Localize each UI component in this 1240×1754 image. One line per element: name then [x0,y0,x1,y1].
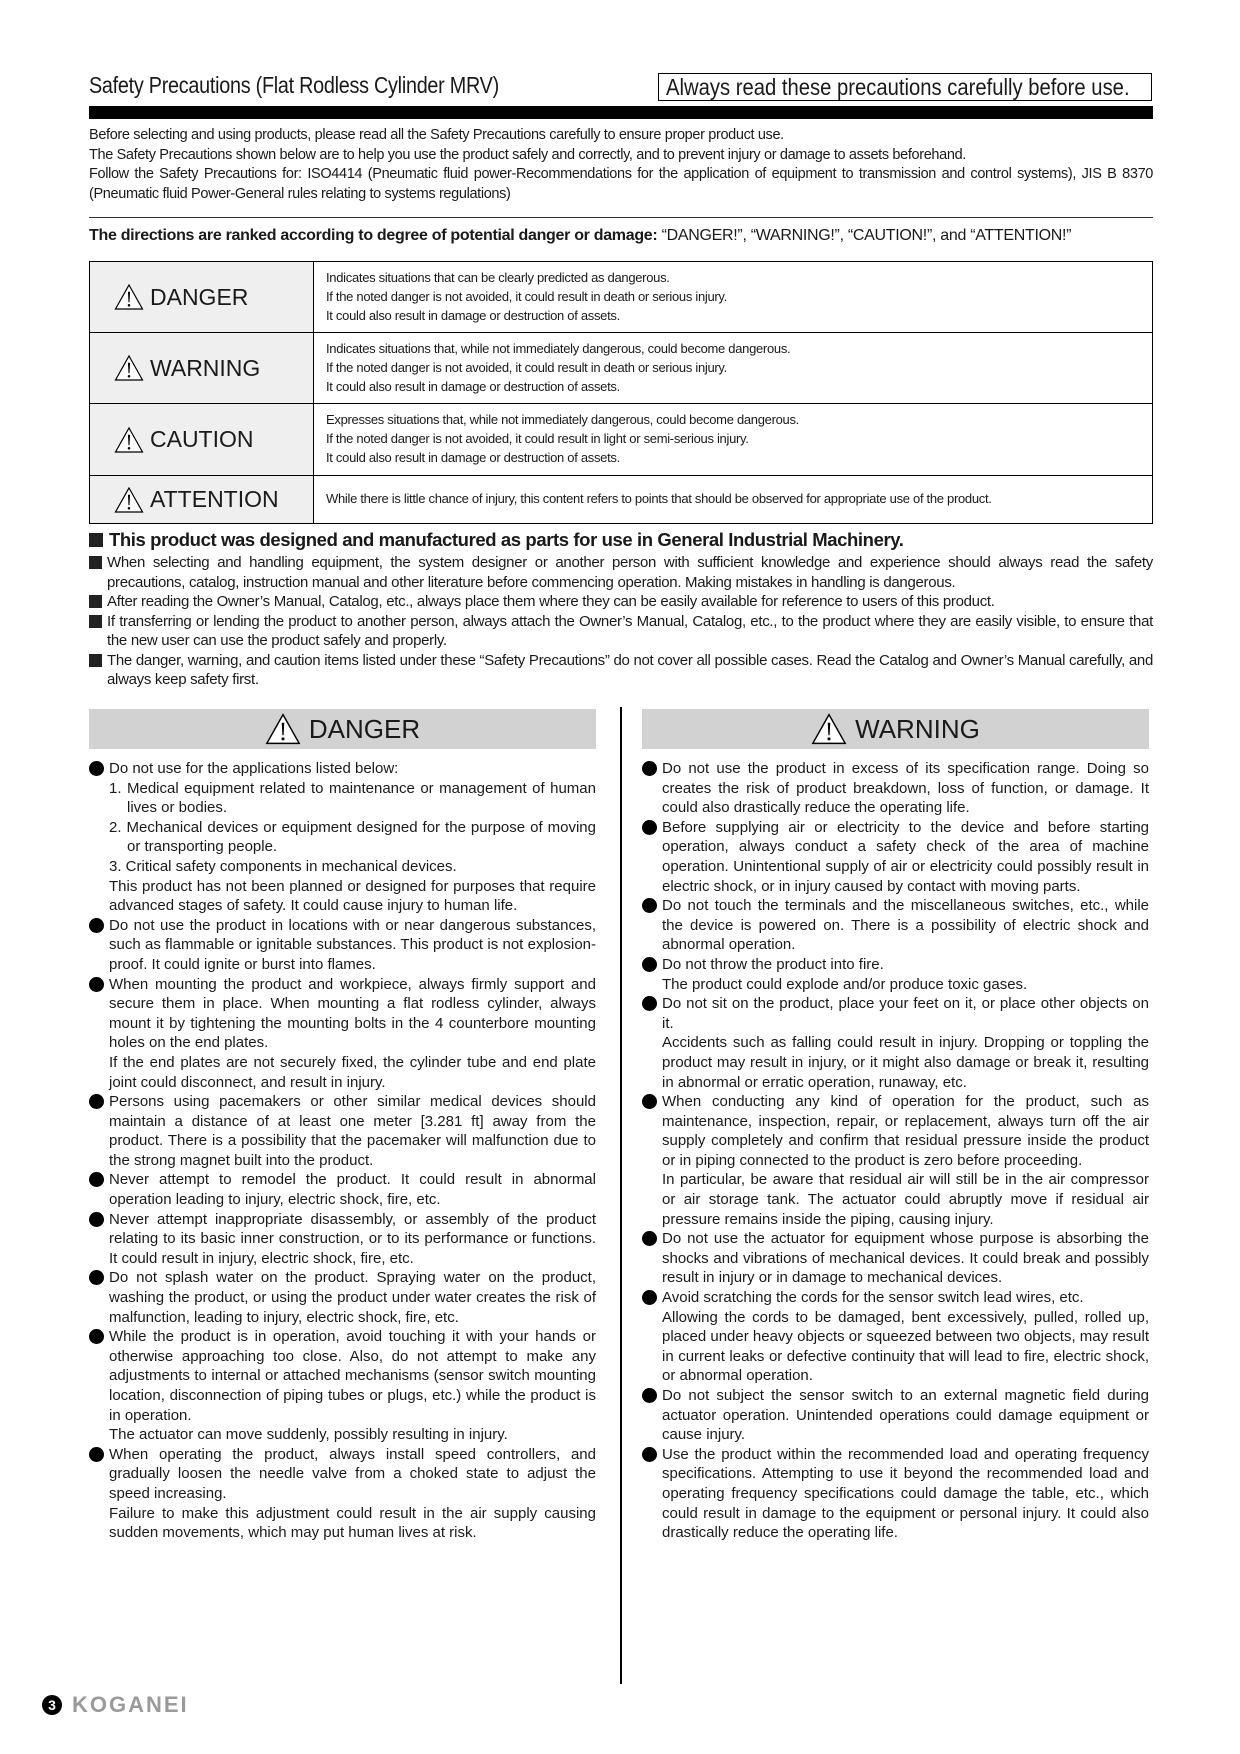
precaution-subitem: 2. Mechanical devices or equipment designed for the purpose of moving or transporting people. [109,818,596,856]
precaution-text: Never attempt to remodel the product. It could result in abnormal operation leading to injury, electric shock, fire, etc. [109,1171,596,1209]
note-text: If transferring or lending the product to another person, always attach the Owner’s Manual, Catalog, etc., to the product where they are easily visible, to ensure that the new user can use the product safely and properly. [107,612,1153,649]
precaution-item [89,1210,596,1269]
hazard-level-label: ATTENTION [150,486,279,512]
hazard-level-row [90,332,1152,403]
square-bullet-icon [89,615,102,628]
precaution-item [89,1092,596,1170]
warning-items-list [642,759,1149,1543]
precaution-item [642,818,1149,896]
precaution-subitem: 1. Medical equipment related to maintenance or management of human lives or bodies. [109,779,596,817]
precaution-body [109,759,596,916]
precaution-body [662,955,1149,994]
hazard-level-label-cell [90,333,314,403]
precaution-subitem: 3. Critical safety components in mechanical devices. [109,857,457,875]
precaution-text: When mounting the product and workpiece, always firmly support and secure them in place. When mounting a flat rodless cylinder, always mount it by tightening the mounting bolts in the 4 counterbore mounting holes on the end plates. [109,975,596,1052]
round-bullet-icon [89,1212,104,1227]
round-bullet-icon [89,918,104,933]
round-bullet-icon [89,761,104,776]
precaution-text: While the product is in operation, avoid touching it with your hands or otherwise approaching too close. Also, do not attempt to make any adjustments to internal or attached mechanisms (sensor switch mounting location, disconnection of piping tubes or plugs, etc.) while the product is in operation. [109,1328,596,1424]
precaution-item [642,1288,1149,1386]
precaution-text: Do not touch the terminals and the miscellaneous switches, etc., while the device is powered on. There is a possibility of electric shock and abnormal operation. [662,897,1149,954]
section-title: WARNING [855,713,980,744]
round-bullet-icon [89,1270,104,1285]
general-notes [89,529,1153,690]
precaution-text: In particular, be aware that residual air will still be in the air compressor or air storage tank. The actuator could abruptly move if residual air pressure remains inside the piping, causing injury. [662,1171,1149,1228]
precaution-text: Use the product within the recommended load and operating frequency specifications. Attempting to use it beyond the recommended load and operating frequency specifications could damage the table, etc., which could result in damage to the equipment or personal injury. It could also drastically reduce the operating life. [662,1445,1149,1542]
square-bullet-icon [89,556,102,569]
warning-triangle-icon [114,353,144,383]
precaution-item [89,1170,596,1209]
page-title: Safety Precautions (Flat Rodless Cylinder MRV) [89,72,499,98]
precaution-text: Failure to make this adjustment could result in the air supply causing sudden movements, which may put human lives at risk. [109,1504,596,1542]
precaution-text: Avoid scratching the cords for the sensor switch lead wires, etc. [662,1289,1084,1307]
danger-column [89,709,596,1543]
description-line: If the noted danger is not avoided, it could result in death or serious injury. [326,288,727,304]
round-bullet-icon [642,898,657,913]
divider-line [89,217,1153,218]
precaution-text: Do not subject the sensor switch to an external magnetic field during actuator operation. Unintended operations could damage equipment or cause injury. [662,1387,1149,1444]
precaution-body [109,1445,596,1543]
precaution-text: Persons using pacemakers or other similar medical devices should maintain a distance of at least one meter [3.281 ft] away from the product. There is a possibility that the pacemaker will malfunction due to the strong magnet built into the product. [109,1093,596,1169]
precaution-text: Do not use for the applications listed below: [109,760,399,777]
intro-paragraph: The Safety Precautions shown below are to help you use the product safely and correctly, and to prevent injury or damage to assets beforehand. [89,146,966,163]
precaution-text: When conducting any kind of operation for the product, such as maintenance, inspection, repair, or replacement, always turn off the air supply completely and confirm that residual pressure inside the product or in piping connected to the product is zero before proceeding. [662,1093,1149,1169]
description-line: It could also result in damage or destruction of assets. [326,307,620,323]
precaution-item [642,896,1149,955]
hazard-level-label: WARNING [150,354,261,381]
precaution-text: Do not use the actuator for equipment whose purpose is absorbing the shocks and vibrations of mechanical devices. It could break and possibly result in injury or in damage to mechanical devices. [662,1230,1149,1287]
precaution-text: Allowing the cords to be damaged, bent excessively, pulled, rolled up, placed under heavy objects or squeezed between two objects, may result in current leaks or defective continuity that will lead to fire, electric shock, or abnormal operation. [662,1308,1149,1385]
intro-paragraph: Before selecting and using products, please read all the Safety Precautions carefully to ensure proper product use. [89,127,784,143]
page-footer [42,1692,189,1718]
hazard-level-label: DANGER [150,283,249,310]
description-line: While there is little chance of injury, this content refers to points that should be observed for appropriate use of the product. [326,491,992,507]
precaution-body [109,1170,596,1209]
precaution-body [662,759,1149,818]
description-line: Expresses situations that, while not immediately dangerous, could become dangerous. [326,412,799,427]
hazard-level-label-cell [90,262,314,332]
hazard-level-row [90,475,1152,523]
round-bullet-icon [642,996,657,1011]
description-line: Indicates situations that, while not immediately dangerous, could become dangerous. [326,341,791,356]
round-bullet-icon [89,1329,104,1344]
warning-triangle-icon [114,282,144,312]
precaution-body [109,916,596,975]
round-bullet-icon [642,957,657,972]
warning-triangle-icon [265,712,301,746]
notes-heading [89,529,1153,551]
warning-triangle-icon [114,425,144,455]
square-bullet-icon [89,595,102,608]
danger-section-header [89,709,596,749]
precaution-text: Do not throw the product into fire. [662,955,884,973]
precaution-item [89,916,596,975]
precaution-text: Do not use the product in excess of its specification range. Doing so creates the risk of product breakdown, loss of function, or damage. It could also drastically reduce the operating life. [662,760,1149,817]
precaution-item [642,994,1149,1092]
hazard-level-row [90,403,1152,475]
hazard-levels-table [89,261,1153,524]
precaution-item [89,975,596,1093]
precaution-body [109,1210,596,1269]
read-notice-text: Always read these precautions carefully before use. [666,74,1130,100]
hazard-level-row [90,262,1152,332]
note-item [89,612,1153,651]
precaution-text: Do not sit on the product, place your feet on it, or place other objects on it. [662,995,1149,1032]
intro-text [89,126,1153,204]
note-text: The danger, warning, and caution items listed under these “Safety Precautions” do not cover all possible cases. Read the Catalog and Owner’s Manual carefully, and always keep safety first. [107,651,1153,688]
precaution-text: Never attempt inappropriate disassembly, or assembly of the product relating to its basic inner construction, or to its performance or functions. It could result in injury, electric shock, fire, etc. [109,1210,596,1267]
precaution-body [662,818,1149,896]
hazard-level-label-cell [90,476,314,523]
note-text: When selecting and handling equipment, the system designer or another person with sufficient knowledge and experience should always read the safety precautions, catalog, instruction manual and other literature before commencing operation. Making mistakes in handling is dangerous. [107,554,1153,591]
page-number-badge: 3 [42,1695,62,1715]
precaution-text: When operating the product, always install speed controllers, and gradually loosen the needle valve from a choked state to adjust the speed increasing. [109,1445,596,1502]
precaution-body [109,975,596,1093]
warning-section-header [642,709,1149,749]
round-bullet-icon [89,977,104,992]
hazard-level-label-cell [90,404,314,475]
ranking-statement [89,227,1071,245]
hazard-level-description [314,262,1152,332]
round-bullet-icon [642,1388,657,1403]
precaution-body [662,1092,1149,1229]
precaution-body [662,1445,1149,1543]
precaution-item [89,1327,596,1445]
round-bullet-icon [89,1172,104,1187]
note-item [89,651,1153,690]
precaution-body [109,1327,596,1445]
precaution-item [642,1229,1149,1288]
ranking-levels: “DANGER!”, “WARNING!”, “CAUTION!”, and “ATTENTION!” [661,227,1072,244]
precaution-item [642,955,1149,994]
note-item [89,553,1153,592]
brand-logo: KOGANEI [72,1692,189,1717]
precaution-item [642,1445,1149,1543]
precaution-body [662,1288,1149,1386]
square-bullet-icon [89,654,102,667]
precaution-body [662,896,1149,955]
hazard-level-description [314,333,1152,403]
hazard-level-description [314,476,1152,523]
hazard-level-label: CAUTION [150,426,254,452]
notes-heading-text: This product was designed and manufactured as parts for use in General Industrial Machinery. [109,529,904,550]
precaution-item [642,1386,1149,1445]
intro-paragraph: Follow the Safety Precautions for: ISO4414 (Pneumatic fluid power-Recommendations for the application of equipment to transmission and control systems), JIS B 8370 (Pneumatic fluid Power-General rules relating to systems regulations) [89,166,1153,202]
description-line: If the noted danger is not avoided, it could result in death or serious injury. [326,359,727,375]
precaution-text: The product could explode and/or produce toxic gases. [662,975,1028,993]
round-bullet-icon [89,1094,104,1109]
precaution-item [642,759,1149,818]
precaution-text: Before supplying air or electricity to the device and before starting operation, always conduct a safety check of the area of machine operation. Unintentional supply of air or electricity could possibly result in electric shock, or in injury caused by contact with moving parts. [662,818,1149,895]
ranking-lead: The directions are ranked according to degree of potential danger or damage: [89,227,658,244]
round-bullet-icon [642,1094,657,1109]
precaution-text: If the end plates are not securely fixed, the cylinder tube and end plate joint could disconnect, and result in injury. [109,1053,596,1091]
round-bullet-icon [89,1447,104,1462]
precaution-text: Accidents such as falling could result in injury. Dropping or toppling the product may result in injury, or it might also damage or break it, resulting in abnormal or erratic operation, runaway, etc. [662,1034,1149,1091]
section-title: DANGER [308,713,421,744]
column-divider [620,707,622,1684]
precaution-text: This product has not been planned or designed for purposes that require advanced stages of safety. It could cause injury to human life. [109,877,596,915]
round-bullet-icon [642,1290,657,1305]
warning-column [642,709,1149,1543]
header-bar [89,106,1153,119]
hazard-level-description [314,404,1152,475]
precaution-body [109,1092,596,1170]
precaution-item [89,1268,596,1327]
description-line: It could also result in damage or destruction of assets. [326,449,620,465]
precaution-body [662,994,1149,1092]
round-bullet-icon [642,1447,657,1462]
precaution-text: The actuator can move suddenly, possibly resulting in injury. [109,1426,508,1444]
round-bullet-icon [642,761,657,776]
description-line: If the noted danger is not avoided, it could result in light or semi-serious injury. [326,430,749,446]
note-text: After reading the Owner’s Manual, Catalog, etc., always place them where they can be easily available for reference to users of this product. [107,593,995,610]
danger-items-list [89,759,596,1543]
precaution-body [662,1386,1149,1445]
precaution-text: Do not splash water on the product. Spraying water on the product, washing the product, or using the product under water creates the risk of malfunction, leading to injury, electric shock, fire, etc. [109,1269,596,1326]
square-bullet-icon [89,533,103,547]
precaution-item [89,1445,596,1543]
note-item [89,592,1153,612]
round-bullet-icon [642,1231,657,1246]
description-line: Indicates situations that can be clearly predicted as dangerous. [326,270,670,285]
precaution-item [642,1092,1149,1229]
read-notice-box [658,73,1152,101]
warning-triangle-icon [811,712,847,746]
precaution-text: Do not use the product in locations with or near dangerous substances, such as flammable or ignitable substances. This product is not explosion-proof. It could ignite or burst into flames. [109,916,596,973]
precaution-body [662,1229,1149,1288]
round-bullet-icon [642,820,657,835]
precaution-body [109,1268,596,1327]
warning-triangle-icon [114,485,144,515]
precaution-item [89,759,596,916]
description-line: It could also result in damage or destruction of assets. [326,378,620,394]
